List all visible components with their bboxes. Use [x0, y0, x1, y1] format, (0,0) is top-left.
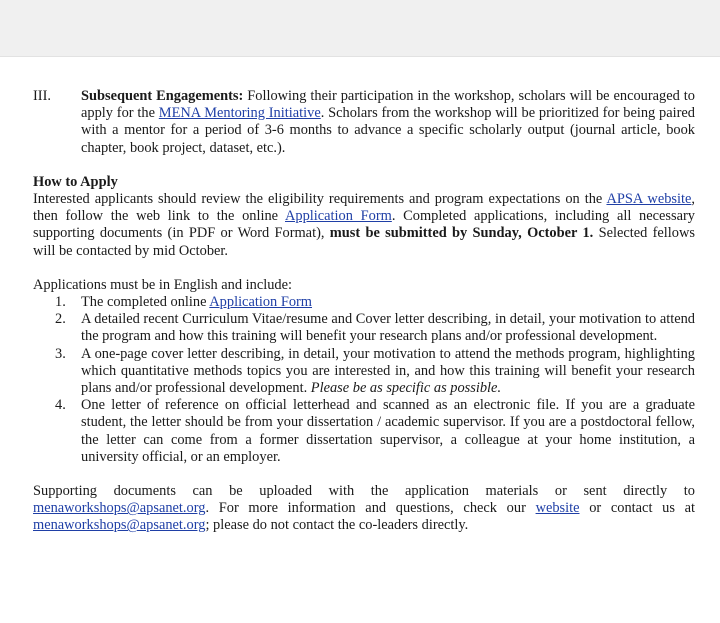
email-link-2[interactable]: menaworkshops@apsanet.org — [33, 517, 206, 534]
deadline-text: must be submitted by Sunday, October 1. — [329, 225, 594, 242]
requirements-intro: Applications must be in English and include: — [33, 276, 292, 293]
mena-mentoring-link[interactable]: MENA Mentoring Initiative — [158, 105, 321, 122]
how-to-apply-heading: How to Apply — [33, 173, 118, 190]
document-page — [33, 88, 695, 535]
list-item — [33, 346, 695, 398]
paragraph-text: . Completed applications, including all necessary supporting documents (in PDF or Word Format), — [33, 208, 695, 242]
email-link[interactable]: menaworkshops@apsanet.org — [33, 500, 206, 517]
section-text: . Scholars from the workshop will be prioritized for being paired with a mentor for a period of 3-6 months to advance a specific scholarly output (journal article, book chapter, book project, dataset, etc.). — [81, 105, 696, 156]
apsa-website-link[interactable]: APSA website — [606, 191, 692, 208]
item-number: 2. — [55, 311, 66, 328]
item-text: A detailed recent Curriculum Vitae/resume and Cover letter describing, in detail, your motivation to attend the program and how this training will benefit your research plans and/or professional development. — [81, 311, 695, 345]
section-subsequent-engagements — [33, 88, 695, 157]
paragraph-text: or contact us at — [579, 500, 696, 517]
item-text-part: The completed online — [81, 294, 210, 311]
item-emphasis: Please be as specific as possible. — [310, 380, 502, 397]
item-text: One letter of reference on official letterhead and scanned as an electronic file. If you are a graduate student, the letter should be from your dissertation / academic supervisor. If you are a postdoctoral fellow, the letter can come from a former dissertation supervisor, a colleague at your home institution, a university official, or an employer. — [81, 397, 695, 465]
paragraph-text: Supporting documents can be uploaded with the application materials or sent directly to — [33, 483, 695, 500]
how-to-apply-paragraph — [33, 191, 695, 260]
item-text — [81, 346, 695, 398]
item-text-part: A one-page cover letter describing, in detail, your motivation to attend the methods program, highlighting which quantitative methods topics you are interested in, and how this training will benefit your research plans and/or professional development. — [81, 345, 695, 397]
paragraph-text: Selected fellows will be contacted by mid October. — [33, 225, 695, 259]
section-title: Subsequent Engagements: — [81, 88, 244, 104]
item-number: 1. — [55, 294, 66, 311]
item-text — [81, 294, 695, 311]
paragraph-text: . For more information and questions, check our — [205, 500, 536, 517]
item-number: 3. — [55, 345, 66, 362]
requirements-list — [33, 294, 695, 466]
top-bar — [0, 0, 720, 57]
supporting-documents-paragraph — [33, 483, 695, 535]
application-form-link-2[interactable]: Application Form — [209, 294, 313, 311]
list-item — [33, 397, 695, 466]
paragraph-text: Interested applicants should review the eligibility requirements and program expectations on the — [33, 191, 607, 208]
section-text: Following their participation in the workshop, scholars will be encouraged to apply for the — [81, 88, 695, 122]
list-item — [33, 294, 695, 311]
section-numeral: III. — [33, 88, 51, 104]
application-form-link[interactable]: Application Form — [285, 208, 392, 225]
section-body — [81, 88, 695, 157]
item-number: 4. — [55, 397, 66, 414]
paragraph-text: ; please do not contact the co-leaders directly. — [205, 517, 469, 534]
website-link[interactable]: website — [535, 500, 580, 517]
list-item — [33, 311, 695, 345]
paragraph-text: , then follow the web link to the online — [33, 191, 695, 225]
